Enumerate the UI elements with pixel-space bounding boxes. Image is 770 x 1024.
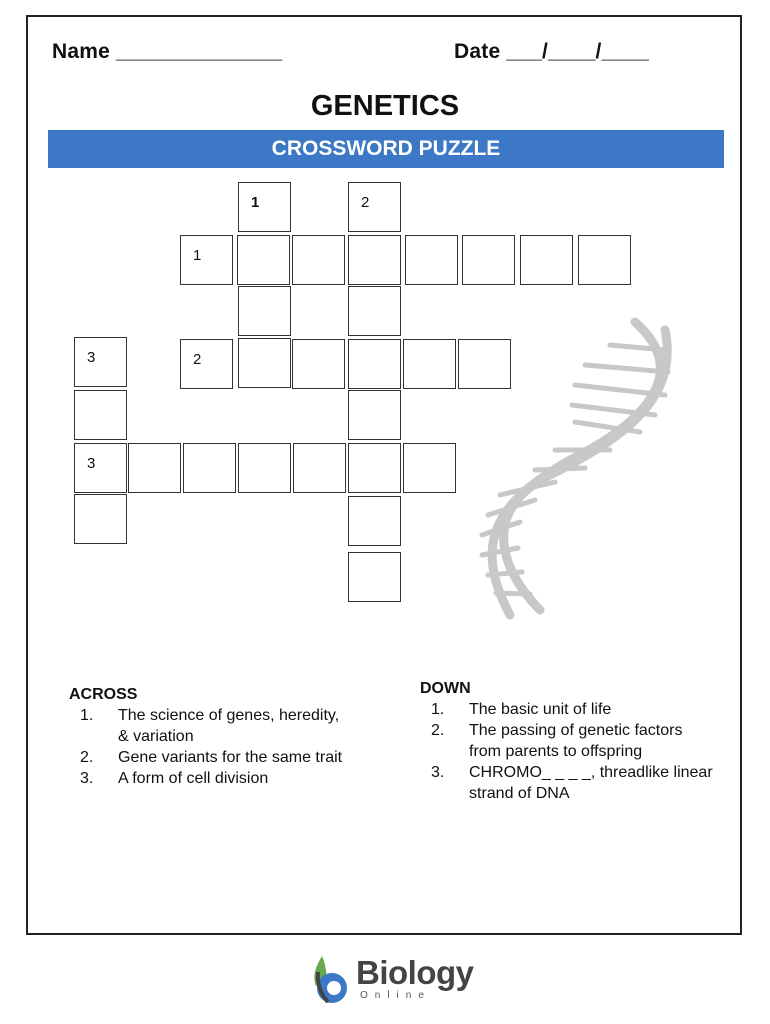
crossword-cell[interactable] [462,235,515,285]
list-item: 2. The passing of genetic factors from parents to offspring [431,722,683,760]
crossword-cell[interactable] [180,339,233,389]
crossword-cell[interactable] [520,235,573,285]
across-clues [69,684,349,789]
crossword-cell[interactable] [292,339,345,389]
crossword-cell[interactable] [238,286,291,336]
list-item: 2. Gene variants for the same trait [80,749,343,766]
list-item: 3. A form of cell division [80,770,269,787]
date-field-label: Date ___/____/____ [454,40,650,63]
crossword-cell[interactable] [128,443,181,493]
crossword-cell[interactable] [458,339,511,389]
biology-online-logo-icon [308,952,354,1004]
crossword-cell[interactable] [183,443,236,493]
crossword-cell[interactable] [293,443,346,493]
crossword-cell[interactable] [348,182,401,232]
crossword-cell[interactable] [348,339,401,389]
crossword-cell[interactable] [238,443,291,493]
crossword-cell[interactable] [74,494,127,544]
crossword-cell[interactable] [578,235,631,285]
clue-number: 1 [193,247,202,264]
crossword-cell[interactable] [237,235,290,285]
name-field-label: Name ______________ [52,40,283,63]
crossword-cell[interactable] [238,338,291,388]
biology-online-logo[interactable] [308,952,478,1006]
crossword-cell[interactable] [292,235,345,285]
crossword-cell[interactable] [348,390,401,440]
crossword-cell[interactable] [74,443,127,493]
page-title: GENETICS [310,90,460,122]
across-heading: ACROSS [69,686,138,703]
crossword-cell[interactable] [348,235,401,285]
logo-wordmark: Biology [356,954,474,991]
crossword-cell[interactable] [348,286,401,336]
logo-subtext: Online [360,990,431,1001]
clue-number: 2 [361,194,370,211]
crossword-cell[interactable] [348,552,401,602]
crossword-cell[interactable] [403,339,456,389]
crossword-cell[interactable] [74,390,127,440]
clue-number: 1 [251,194,260,211]
crossword-cell[interactable] [405,235,458,285]
clue-number: 3 [87,349,96,366]
clue-number: 2 [193,351,202,368]
down-clues [420,678,715,804]
clue-number: 3 [87,455,96,472]
list-item: 1. The basic unit of life [431,701,612,718]
subtitle-banner: CROSSWORD PUZZLE [48,130,724,168]
list-item: 1. The science of genes, heredity, & variation [80,707,340,745]
list-item: 3. CHROMO_ _ _ _, threadlike linear strand of DNA [431,764,713,802]
crossword-cell[interactable] [403,443,456,493]
crossword-cell[interactable] [238,182,291,232]
crossword-cell[interactable] [74,337,127,387]
crossword-cell[interactable] [348,443,401,493]
crossword-cell[interactable] [348,496,401,546]
down-heading: DOWN [420,680,471,697]
crossword-cell[interactable] [180,235,233,285]
